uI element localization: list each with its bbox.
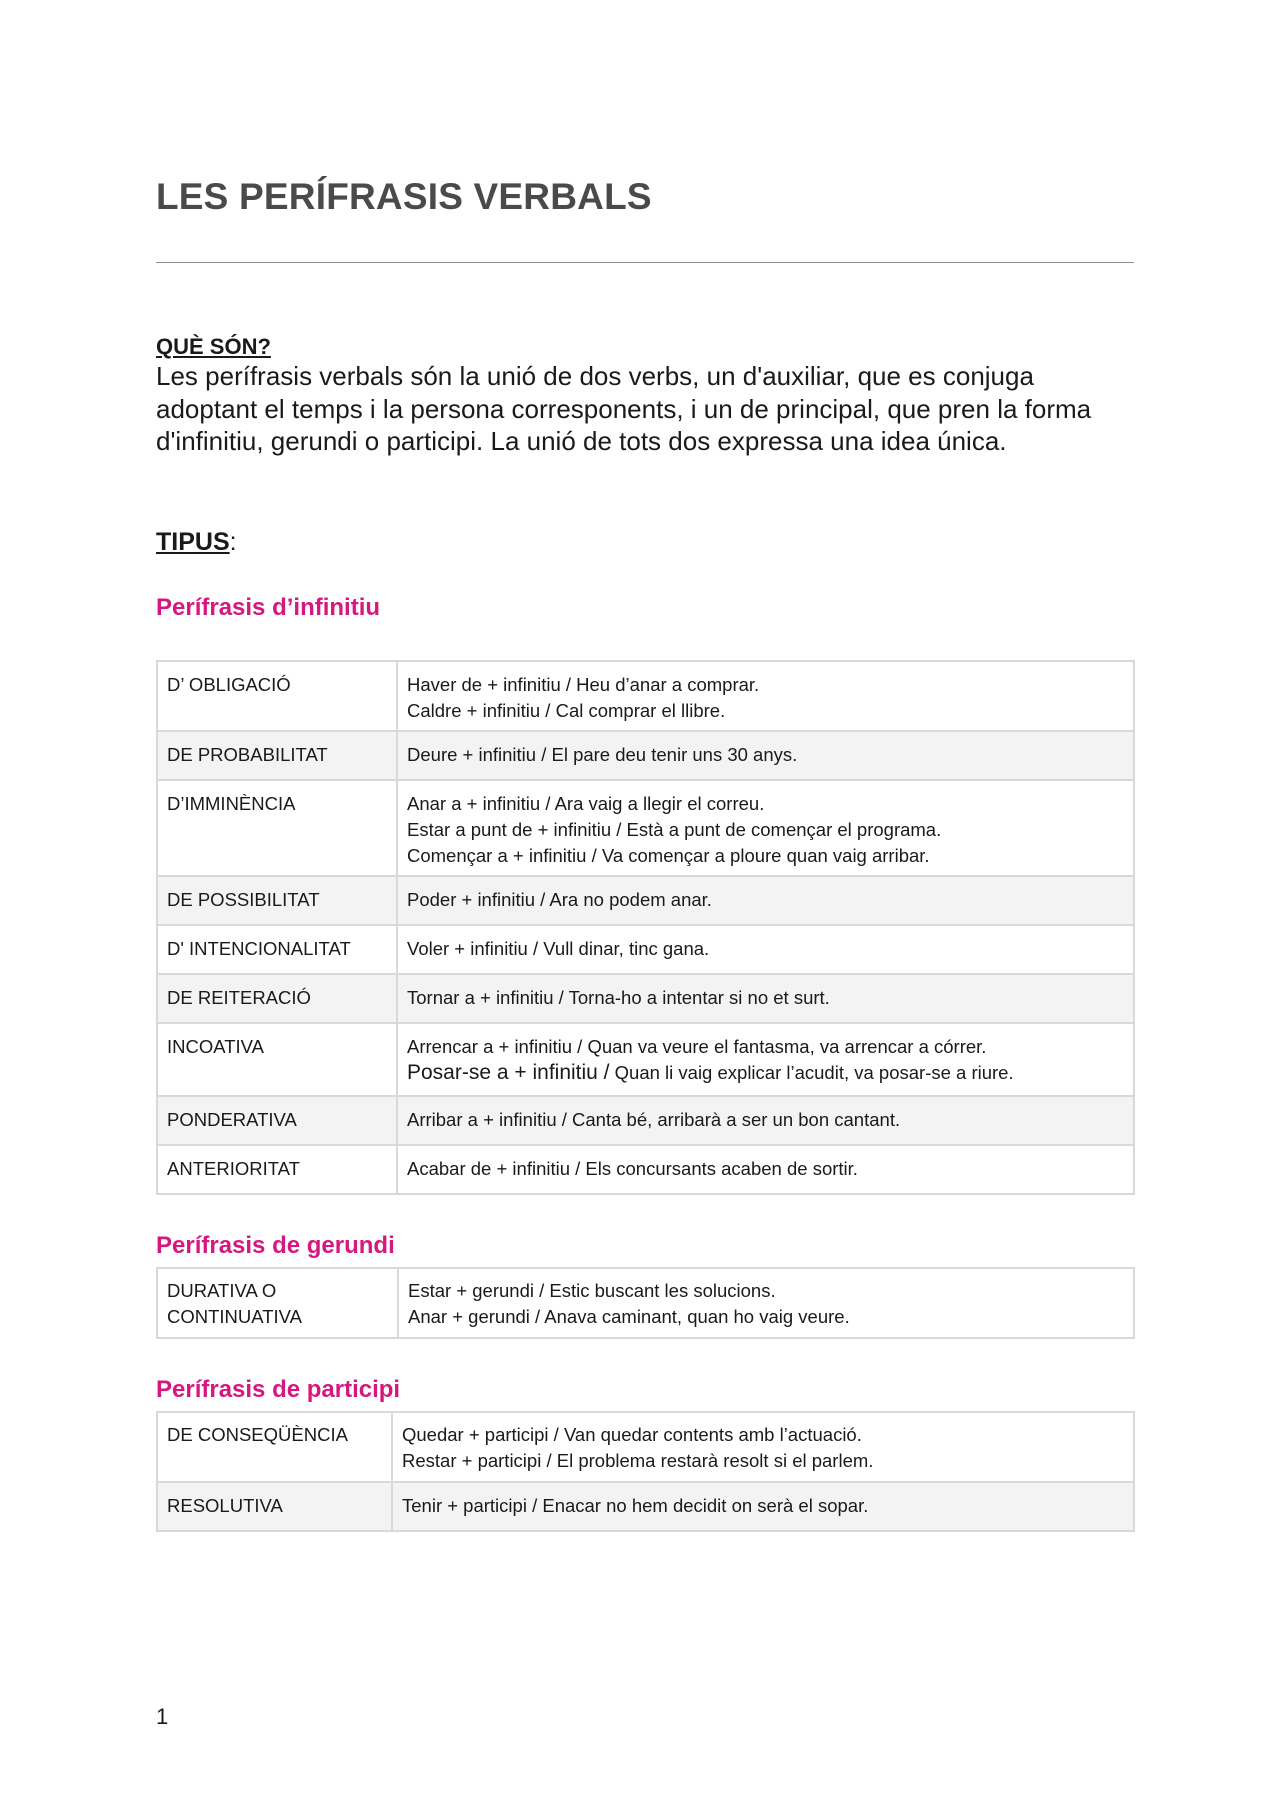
description-line: Estar + gerundi / Estic buscant les solucions. <box>408 1280 776 1301</box>
page-number: 1 <box>156 1704 169 1729</box>
description-cell <box>397 1145 1134 1194</box>
type-cell: PONDERATIVA <box>157 1096 397 1145</box>
description-line <box>407 1060 1124 1086</box>
que-son-heading: QUÈ SÓN? <box>156 334 271 359</box>
description-line: Anar + gerundi / Anava caminant, quan ho vaig veure. <box>408 1306 850 1327</box>
description-cell <box>397 974 1134 1023</box>
table-infinitiu <box>156 660 1135 1195</box>
table-row <box>157 925 1134 974</box>
type-cell: INCOATIVA <box>157 1023 397 1096</box>
description-line: Voler + infinitiu / Vull dinar, tinc gana. <box>407 938 710 959</box>
type-cell: RESOLUTIVA <box>157 1482 392 1531</box>
title-divider <box>156 262 1134 263</box>
description-line: Estar a punt de + infinitiu / Està a punt de començar el programa. <box>407 819 942 840</box>
table-row <box>157 876 1134 925</box>
table-row <box>157 1096 1134 1145</box>
description-cell <box>397 876 1134 925</box>
table-row <box>157 1482 1134 1531</box>
description-line: Deure + infinitiu / El pare deu tenir uns 30 anys. <box>407 744 798 765</box>
description-cell <box>397 1096 1134 1145</box>
description-line-pattern: Posar-se a + infinitiu / <box>407 1061 610 1084</box>
section-title-infinitiu: Perífrasis d’infinitiu <box>156 594 381 621</box>
table-row <box>157 780 1134 876</box>
table-row <box>157 1412 1134 1482</box>
type-line: DURATIVA O <box>167 1280 277 1301</box>
description-line: Poder + infinitiu / Ara no podem anar. <box>407 889 712 910</box>
description-line: Tenir + participi / Enacar no hem decidit on serà el sopar. <box>402 1495 869 1516</box>
tipus-heading <box>156 528 237 557</box>
table-row <box>157 1023 1134 1096</box>
type-cell: DE POSSIBILITAT <box>157 876 397 925</box>
description-cell <box>397 780 1134 876</box>
section-title-participi: Perífrasis de participi <box>156 1376 401 1403</box>
description-cell <box>392 1412 1134 1482</box>
description-line: Anar a + infinitiu / Ara vaig a llegir el correu. <box>407 793 765 814</box>
table-row <box>157 1145 1134 1194</box>
table-row <box>157 1268 1134 1338</box>
description-cell <box>397 1023 1134 1096</box>
description-line: Acabar de + infinitiu / Els concursants acaben de sortir. <box>407 1158 858 1179</box>
table-row <box>157 661 1134 731</box>
type-line: CONTINUATIVA <box>167 1306 302 1327</box>
type-cell: D’ OBLIGACIÓ <box>157 661 397 731</box>
type-cell: DE PROBABILITAT <box>157 731 397 780</box>
description-cell <box>397 731 1134 780</box>
description-line: Tornar a + infinitiu / Torna-ho a intentar si no et surt. <box>407 987 830 1008</box>
type-cell: ANTERIORITAT <box>157 1145 397 1194</box>
description-cell <box>398 1268 1134 1338</box>
description-line: Restar + participi / El problema restarà resolt si el parlem. <box>402 1450 874 1471</box>
description-cell <box>392 1482 1134 1531</box>
description-line: Començar a + infinitiu / Va començar a ploure quan vaig arribar. <box>407 845 930 866</box>
type-cell: D’IMMINÈNCIA <box>157 780 397 876</box>
type-cell: DE REITERACIÓ <box>157 974 397 1023</box>
type-cell: DE CONSEQÜÈNCIA <box>157 1412 392 1482</box>
description-line: Haver de + infinitiu / Heu d’anar a comprar. <box>407 674 760 695</box>
description-cell <box>397 925 1134 974</box>
section-title-gerundi: Perífrasis de gerundi <box>156 1232 395 1259</box>
description-line: Caldre + infinitiu / Cal comprar el llibre. <box>407 700 726 721</box>
table-row <box>157 731 1134 780</box>
description-line: Quedar + participi / Van quedar contents amb l’actuació. <box>402 1424 862 1445</box>
definition-paragraph: Les perífrasis verbals són la unió de dos verbs, un d'auxiliar, que es conjuga adoptant el temps i la persona corresponents, i un de principal, que pren la forma d'infinitiu, gerundi o participi. La unió de tots dos expressa una idea única. <box>156 361 1092 456</box>
table-gerundi <box>156 1267 1135 1339</box>
description-line: Arrencar a + infinitiu / Quan va veure el fantasma, va arrencar a córrer. <box>407 1036 987 1057</box>
description-line: Arribar a + infinitiu / Canta bé, arribarà a ser un bon cantant. <box>407 1109 901 1130</box>
table-participi <box>156 1411 1135 1532</box>
tipus-heading-colon: : <box>229 528 237 556</box>
description-cell <box>397 661 1134 731</box>
table-row <box>157 974 1134 1023</box>
type-cell: D' INTENCIONALITAT <box>157 925 397 974</box>
page-title: LES PERÍFRASIS VERBALS <box>156 176 652 217</box>
tipus-heading-label: TIPUS <box>156 528 230 556</box>
type-cell <box>157 1268 398 1338</box>
description-line-example: Quan li vaig explicar l’acudit, va posar-se a riure. <box>609 1062 1014 1083</box>
